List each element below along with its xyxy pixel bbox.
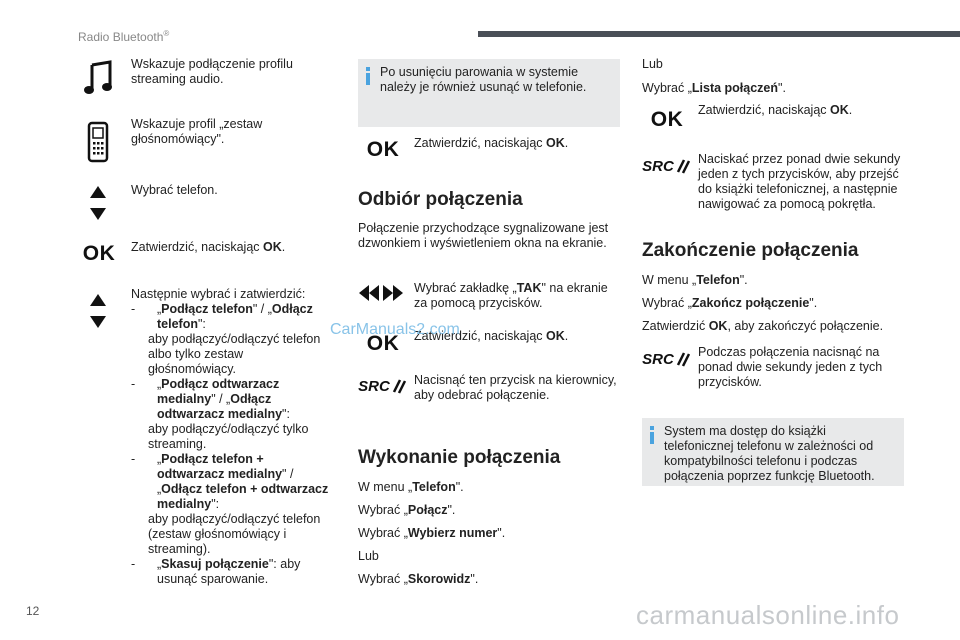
or-text-2: Lub	[642, 57, 663, 71]
ok-button-icon[interactable]: OK	[82, 241, 116, 265]
list-item: - „Podłącz odtwarzacz medialny" / „Odłącz odtwarzacz medialny":	[131, 377, 290, 421]
confirm-ok-text-2: Zatwierdzić, naciskając OK.	[414, 136, 569, 150]
info-text: Po usunięciu parowania w systemie należy je również usunąć w telefonie.	[380, 65, 587, 94]
heading-end-call: Zakończenie połączenia	[642, 240, 859, 261]
prev-next-arrows-icon[interactable]	[358, 282, 404, 304]
list-item: - „Podłącz telefon + odtwarzacz medialny" / „Odłącz telefon + odtwarzacz medialny":	[131, 452, 329, 511]
ok-button-icon-3[interactable]: OK	[366, 331, 400, 355]
info-icon-2	[650, 426, 654, 444]
list-item: - „Podłącz telefon" / „Odłącz telefon":	[131, 302, 313, 331]
src-button-icon-3[interactable]: SRC	[642, 348, 690, 370]
src-answer-text: Nacisnąć ten przycisk na kierownicy, aby odebrać połączenie.	[414, 373, 617, 402]
src-button-icon-2[interactable]: SRC	[642, 155, 690, 177]
receive-call-text: Połączenie przychodzące sygnalizowane jest dzwonkiem i wyświetleniem okna na ekranie.	[358, 221, 609, 250]
up-down-arrows-icon[interactable]	[88, 184, 108, 222]
info-box-phonebook	[642, 418, 904, 486]
heading-receive-call: Odbiór połączenia	[358, 189, 523, 210]
phone-icon	[86, 120, 110, 164]
list-item: - „Skasuj połączenie": aby usunąć sparowanie.	[131, 557, 301, 586]
list-item-desc: aby podłączyć/odłączyć telefon (zestaw głośnomówiący i streaming).	[148, 512, 321, 556]
up-down-arrows-icon-2[interactable]	[88, 292, 108, 330]
select-contacts-text: Wybrać „Skorowidz".	[358, 572, 479, 586]
info-text-2: System ma dostęp do książki telefonicznej telefonu w zależności od kompatybilności telefonu i podczas połączenia poprzez funkcję Bluetooth.	[664, 424, 875, 483]
menu-phone-text-2: W menu „Telefon".	[642, 273, 748, 287]
music-profile-text: Wskazuje podłączenie profilu streaming audio.	[131, 57, 293, 86]
page-number: 12	[26, 604, 40, 618]
menu-phone-text: W menu „Telefon".	[358, 480, 464, 494]
header-title: Radio Bluetooth®	[78, 29, 170, 44]
info-box-unpair	[358, 59, 620, 127]
select-connect-text: Wybrać „Połącz".	[358, 503, 456, 517]
music-note-icon	[84, 58, 114, 96]
heading-make-call: Wykonanie połączenia	[358, 447, 561, 468]
confirm-ok-text-4: Zatwierdzić, naciskając OK.	[698, 103, 853, 117]
select-yes-tab-text: Wybrać zakładkę „TAK" na ekranie za pomocą przycisków.	[414, 281, 608, 310]
handsfree-profile-text: Wskazuje profil „zestaw głośnomówiący".	[131, 117, 263, 146]
header-bar	[478, 31, 960, 37]
confirm-ok-text-3: Zatwierdzić, naciskając OK.	[414, 329, 569, 343]
src-phonebook-text: Naciskać przez ponad dwie sekundy jeden z tych przycisków, aby przejść do książki telefonicznej, a następnie nawigować za pomocą pokrętła.	[698, 152, 901, 211]
select-dial-text: Wybrać „Wybierz numer".	[358, 526, 506, 540]
watermark: CarManuals2.com	[330, 321, 460, 338]
info-icon	[366, 67, 370, 85]
or-text: Lub	[358, 549, 379, 563]
options-intro: Następnie wybrać i zatwierdzić:	[131, 287, 306, 301]
list-item-desc: aby podłączyć/odłączyć telefon albo tylko zestaw głośnomówiący.	[148, 332, 321, 376]
src-button-icon[interactable]: SRC	[358, 375, 406, 397]
footer-watermark: carmanualsonline.info	[636, 600, 900, 630]
confirm-end-call-text: Zatwierdzić OK, aby zakończyć połączenie.	[642, 319, 884, 333]
connection-options-list	[131, 287, 331, 587]
select-end-call-text: Wybrać „Zakończ połączenie".	[642, 296, 818, 310]
list-item-desc: aby podłączyć/odłączyć tylko streaming.	[148, 422, 309, 451]
select-call-list-text: Wybrać „Lista połączeń".	[642, 81, 786, 95]
src-end-call-text: Podczas połączenia nacisnąć na ponad dwie sekundy jeden z tych przycisków.	[698, 345, 883, 389]
select-phone-text: Wybrać telefon.	[131, 183, 218, 197]
ok-button-icon-4[interactable]: OK	[650, 107, 684, 131]
ok-button-icon-2[interactable]: OK	[366, 137, 400, 161]
confirm-ok-text: Zatwierdzić, naciskając OK.	[131, 240, 286, 254]
